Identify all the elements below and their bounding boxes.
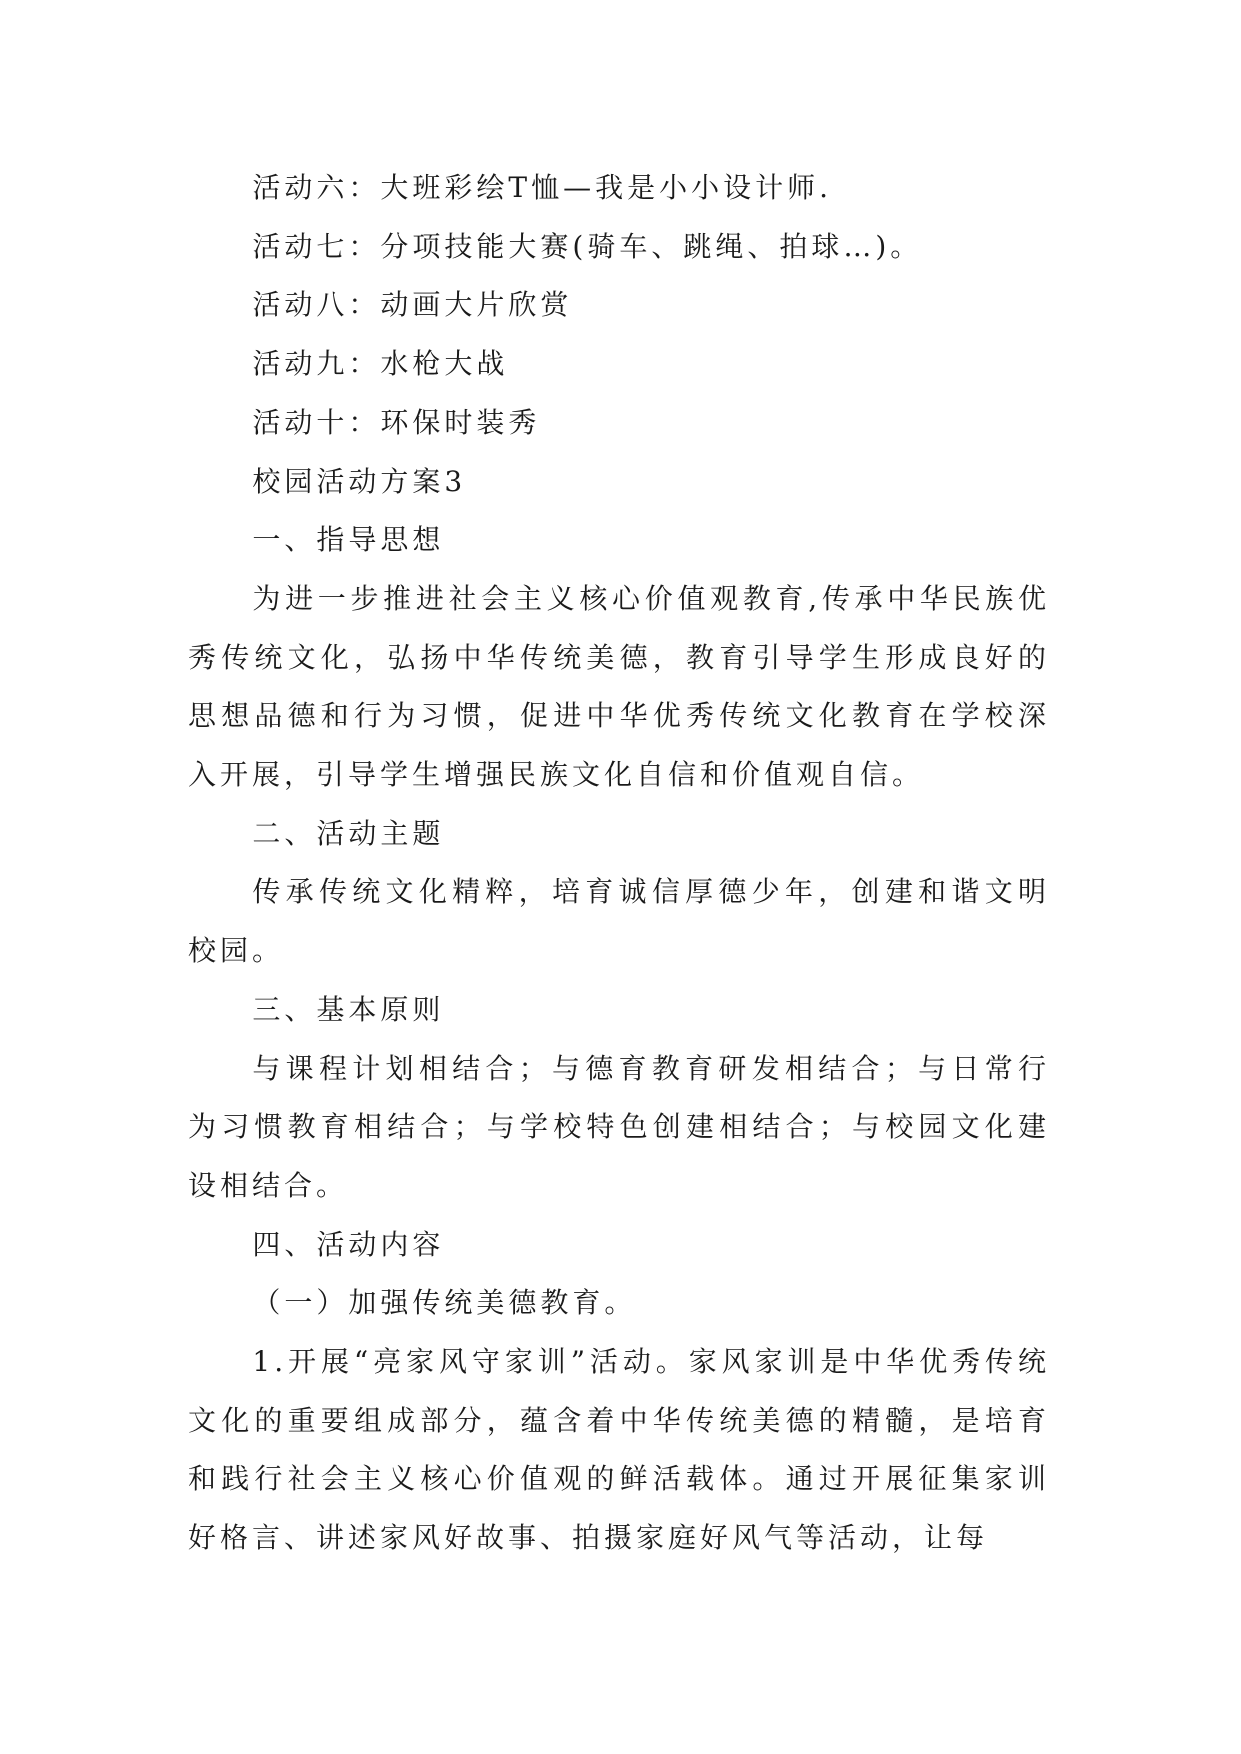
subheading-traditional-virtue: （一）加强传统美德教育。 — [252, 1286, 637, 1320]
paragraph-activity-6: 活动六：大班彩绘T恤—我是小小设计师. — [252, 171, 832, 204]
paragraph-family-tradition: 1.开展“亮家风守家训”活动。家风家训是中华优秀传统文化的重要组成部分，蕴含着中华传统美德的精髓，是培育和践行社会主义核心价值观的鲜活载体。通过开展征集家训好格言、讲述家风好故事、拍摄家庭好风气等活动，让每 — [188, 1345, 1050, 1555]
paragraph-activity-theme: 传承传统文化精粹，培育诚信厚德少年，创建和谐文明校园。 — [188, 875, 1050, 968]
paragraph-activity-8: 活动八：动画大片欣赏 — [252, 288, 573, 322]
heading-guiding-ideology: 一、指导思想 — [252, 523, 445, 557]
document-body — [188, 159, 1050, 1568]
paragraph-basic-principles: 与课程计划相结合；与德育教育研发相结合；与日常行为习惯教育相结合；与学校特色创建相结合；与校园文化建设相结合。 — [188, 1051, 1050, 1202]
paragraph-activity-9: 活动九：水枪大战 — [252, 347, 509, 381]
section-title-plan-3: 校园活动方案3 — [252, 464, 467, 498]
paragraph-activity-7: 活动七：分项技能大赛(骑车、跳绳、拍球…)。 — [252, 229, 923, 263]
heading-activity-content: 四、活动内容 — [252, 1227, 445, 1261]
heading-activity-theme: 二、活动主题 — [252, 816, 445, 850]
paragraph-guiding-ideology: 为进一步推进社会主义核心价值观教育,传承中华民族优秀传统文化，弘扬中华传统美德，教育引导学生形成良好的思想品德和行为习惯，促进中华优秀传统文化教育在学校深入开展，引导学生增强民族文化自信和价值观自信。 — [188, 581, 1050, 792]
heading-basic-principles: 三、基本原则 — [252, 992, 445, 1026]
paragraph-activity-10: 活动十：环保时装秀 — [252, 405, 541, 439]
